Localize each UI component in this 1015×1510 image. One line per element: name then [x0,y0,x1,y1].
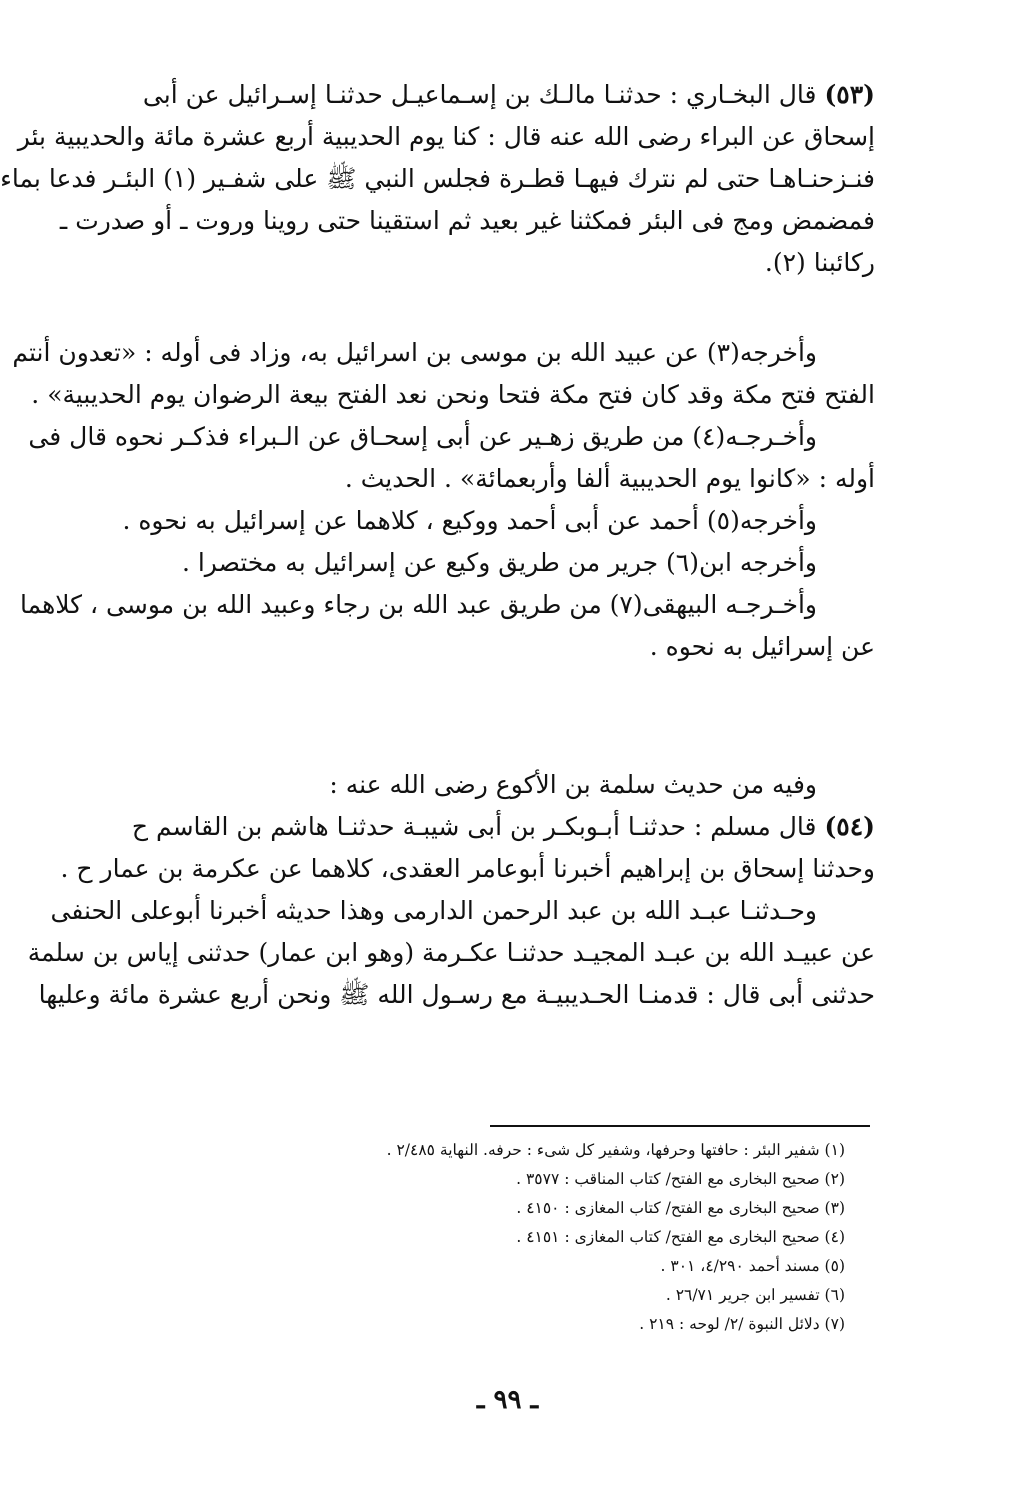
page-number: ـ ٩٩ ـ [476,1385,539,1415]
takhrij-line: وأخرجه ابن(٦) جرير من طريق وكيع عن إسرائيل به مختصرا . [181,548,817,577]
hadith-line: فنـزحنـاهـا حتى لم نترك فيهـا قطـرة فجلس النبي ﷺ على شفـير (١) البئـر فدعا بماء [0,164,875,193]
footnote: (٦) تفسير ابن جرير ٢٦/٧١ . [665,1286,845,1304]
footnote: (٤) صحيح البخارى مع الفتح/ كتاب المغازى : ٤١٥١ . [516,1228,845,1246]
footnote: (٧) دلائل النبوة /٢/ لوحه : ٢١٩ . [639,1315,845,1333]
takhrij-line: الفتح فتح مكة وقد كان فتح مكة فتحا ونحن نعد الفتح بيعة الرضوان يوم الحديبية» . [31,380,875,409]
takhrij-line: أوله : «كانوا يوم الحديبية ألفا وأربعمائة» . الحديث . [344,464,875,493]
footnotes [225,1136,845,1339]
hadith-line: (٥٤) قال مسلم : حدثنـا أبـوبكـر بن أبى شيبـة حدثنـا هاشم بن القاسم ح [131,812,875,841]
takhrij-line: وأخـرجـه البيهقى(٧) من طريق عبد الله بن رجاء وعبيد الله بن موسى ، كلاهما [20,590,817,619]
hadith-line: (٥٣) قال البخـاري : حدثنـا مالـك بن إسـماعيـل حدثنـا إسـرائيل عن أبى [142,80,875,109]
takhrij-line: وأخرجه(٣) عن عبيد الله بن موسى بن اسرائيل به، وزاد فى أوله : «تعدون أنتم [12,338,817,367]
takhrij-line: وأخرجه(٥) أحمد عن أبى أحمد ووكيع ، كلاهما عن إسرائيل به نحوه . [122,506,817,535]
hadith-line: حدثنى أبى قال : قدمنـا الحـديبيـة مع رسـول الله ﷺ ونحن أربع عشرة مائة وعليها [38,980,875,1009]
footnote: (٣) صحيح البخارى مع الفتح/ كتاب المغازى : ٤١٥٠ . [516,1199,845,1217]
hadith-number: (٥٤) [824,812,875,841]
footnote: (٢) صحيح البخارى مع الفتح/ كتاب المناقب : ٣٥٧٧ . [516,1170,845,1188]
hadith-line: ركائبنا (٢). [764,248,875,277]
footnote: (١) شفير البئر : حافتها وحرفها، وشفير كل شىء : حرفه. النهاية ٢/٤٨٥ . [386,1141,845,1159]
hadith-line: فمضمض ومج فى البئر فمكثنا غير بعيد ثم استقينا حتى روينا وروت ـ أو صدرت ـ [59,206,875,235]
hadith-53 [0,74,875,284]
footnote: (٥) مسند أحمد ٤/٢٩٠، ٣٠١ . [660,1257,845,1275]
hadith-line: وحدثنا إسحاق بن إبراهيم أخبرنا أبوعامر العقدى، كلاهما عن عكرمة بن عمار ح . [60,854,875,883]
footnote-divider [490,1125,870,1127]
section-intro: وفيه من حديث سلمة بن الأكوع رضى الله عنه : [329,770,817,799]
hadith-number: (٥٣) [824,80,875,109]
hadith-54 [27,764,875,1016]
hadith-line: عن عبيـد الله بن عبـد المجيـد حدثنـا عكـرمة (وهو ابن عمار) حدثنى إياس بن سلمة [27,938,875,967]
hadith-line: إسحاق عن البراء رضى الله عنه قال : كنا يوم الحديبية أربع عشرة مائة والحديبية بئر [17,122,875,151]
takhrij-section [12,332,875,668]
hadith-line: وحـدثنـا عبـد الله بن عبد الرحمن الدارمى وهذا حديثه أخبرنا أبوعلى الحنفى [50,896,817,925]
takhrij-line: عن إسرائيل به نحوه . [649,632,875,661]
takhrij-line: وأخـرجـه(٤) من طريق زهـير عن أبى إسحـاق عن الـبراء فذكـر نحوه قال فى [28,422,817,451]
